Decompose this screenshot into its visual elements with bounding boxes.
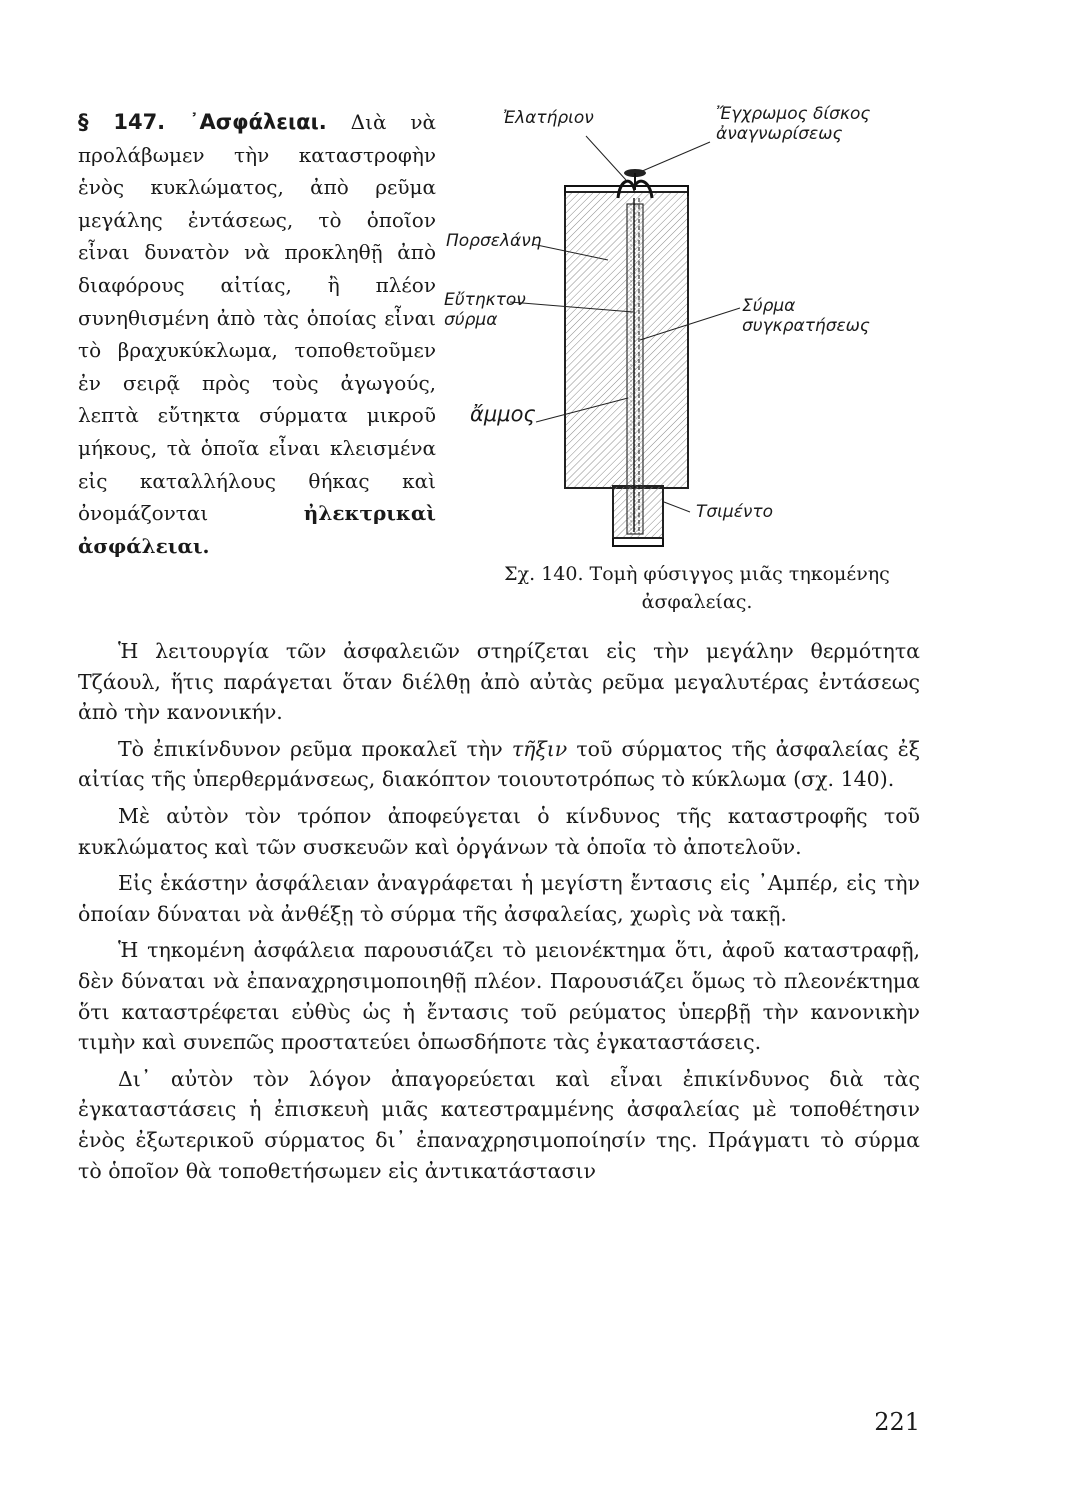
label-porcelain: Πορσελάνη bbox=[446, 231, 542, 251]
paragraph: Δι᾿ αὐτὸν τὸν λόγον ἀπαγορεύεται καὶ εἶναι ἐπικίνδυνος διὰ τὰς ἐγκαταστάσεις ἡ ἐπισκευὴ μιᾶς κατεστραμμένης ἀσφαλείας μὲ τοποθέτησιν ἑνὸς ἐξωτερικοῦ σύρματος δι᾿ ἐπαναχρησιμοποίησίν της. Πράγματι τὸ σύρμα τὸ ὁποῖον θὰ τοποθετήσωμεν εἰς ἀντικατάστασιν bbox=[78, 1066, 920, 1183]
defined-term: ἠλεκτρικαὶ ἀσφάλειαι. bbox=[78, 501, 436, 558]
paragraph: Τὸ ἐπικίνδυνον ρεῦμα προκαλεῖ τὴν τῆξιν τοῦ σύρματος τῆς ἀσφαλείας ἐξ αἰτίας τῆς ὑπερθερμάνσεως, διακόπτον τοιουτοτρόπως τὸ κύκλωμα (σχ. 140). bbox=[78, 736, 920, 792]
intro-text: Διὰ νὰ προλάβωμεν τὴν καταστροφὴν ἑνὸς κυκλώματος, ἀπὸ ρεῦμα μεγάλης ἐντάσεως, τὸ ὁποῖον εἶναι δυνατὸν νὰ προκληθῇ ἀπὸ διαφόρους αἰτίας, ἢ πλέον συνηθισμένη ἀπὸ τὰς ὁποίας εἶναι τὸ βραχυκύκλωμα, τοποθετοῦμεν ἐν σειρᾷ πρὸς τοὺς ἀγωγούς, λεπτὰ εὔτηκτα σύρματα μικροῦ μήκους, τὰ ὁποῖα εἶναι κλεισμένα εἰς καταλλήλους θήκας καὶ ὀνομάζονται bbox=[78, 110, 436, 526]
bottom-contact bbox=[613, 538, 663, 546]
section-title: ᾿Ασφάλειαι. bbox=[189, 110, 327, 134]
label-fuse-wire: Εὔτηκτον σύρμα bbox=[444, 290, 526, 330]
italic-term: τῆξιν bbox=[511, 736, 568, 761]
section-number: § 147. bbox=[78, 110, 166, 134]
paragraph: Μὲ αὐτὸν τὸν τρόπον ἀποφεύγεται ὁ κίνδυνος τῆς καταστροφῆς τοῦ κυκλώματος καὶ τῶν συσκευῶν καὶ ὀργάνων τὰ ὁποῖα τὸ ἀποτελοῦν. bbox=[78, 803, 920, 859]
body-text bbox=[78, 636, 920, 1192]
paragraph: Ἡ τηκομένη ἀσφάλεια παρουσιάζει τὸ μειονέκτημα ὅτι, ἀφοῦ καταστραφῇ, δὲν δύναται νὰ ἐπαναχρησιμοποιηθῇ πλέον. Παρουσιάζει ὅμως τὸ πλεονέκτημα ὅτι καταστρέφεται εὐθὺς ὡς ἡ ἔντασις τοῦ ρεύματος ὑπερβῇ τὴν κανονικὴν τιμὴν καὶ συνεπῶς προστατεύει ὁπωσδήποτε τὰς ἐγκαταστάσεις. bbox=[78, 938, 920, 1055]
paragraph: Ἡ λειτουργία τῶν ἀσφαλειῶν στηρίζεται εἰς τὴν μεγάλην θερμότητα Τζάουλ, ἥτις παράγεται ὅταν διέλθῃ ἀπὸ αὐτὰς ρεῦμα μεγαλυτέρας ἐντάσεως ἀπὸ τὴν κανονικήν. bbox=[78, 639, 920, 725]
label-sand: ἄμμος bbox=[470, 402, 536, 426]
figure-caption: Σχ. 140. Τομὴ φύσιγγος μιᾶς τηκομένης ἀσφαλείας. bbox=[504, 563, 890, 613]
section-intro bbox=[78, 106, 436, 562]
page-number: 221 bbox=[874, 1408, 920, 1436]
fuse-cross-section-figure bbox=[438, 100, 938, 620]
label-spring: Ἐλατήριον bbox=[503, 108, 594, 128]
label-cement: Τσιμέντο bbox=[696, 502, 774, 522]
label-support-wire: Σύρμα συγκρατήσεως bbox=[742, 296, 870, 336]
sand-fill bbox=[627, 204, 643, 534]
label-indicator-disk: Ἔγχρωμος δίσκος ἀναγνωρίσεως bbox=[716, 104, 871, 144]
paragraph: Εἰς ἑκάστην ἀσφάλειαν ἀναγράφεται ἡ μεγίστη ἔντασις εἰς ᾿Αμπέρ, εἰς τὴν ὁποίαν δύναται νὰ ἀνθέξῃ τὸ σύρμα τῆς ἀσφαλείας, χωρὶς νὰ τακῇ. bbox=[78, 871, 920, 926]
